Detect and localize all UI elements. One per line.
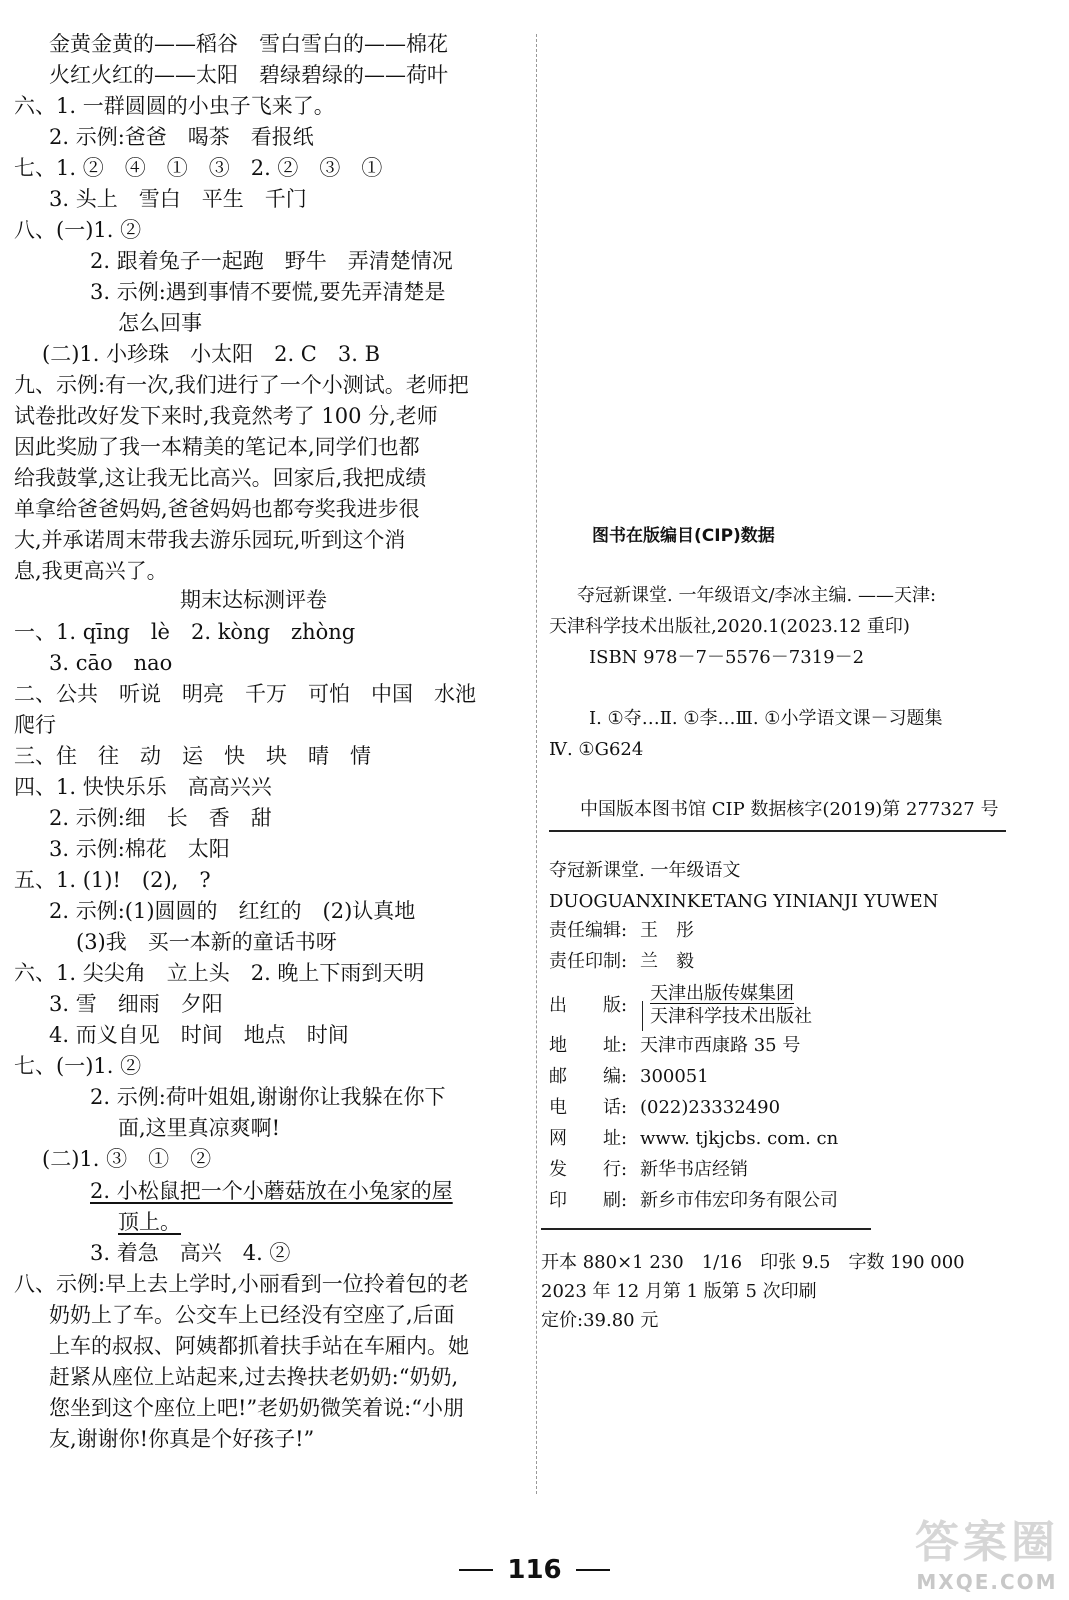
text-line: 3. 示例:棉花 太阳 <box>49 837 230 861</box>
section-heading: 九、示例:有一次,我们进行了一个小测试。老师把 <box>14 373 469 397</box>
text-line: 3. 头上 雪白 平生 千门 <box>49 187 307 211</box>
imprint-value: 新华书店经销 <box>640 1159 748 1180</box>
imprint-label: 邮 编: <box>549 1066 628 1087</box>
watermark-domain: MXQE.COM <box>916 1570 1058 1594</box>
imprint-label: 责任编辑: <box>549 920 628 941</box>
text-line: (3)我 买一本新的童话书呀 <box>76 930 337 954</box>
text-line: 3. 示例:遇到事情不要慌,要先弄清楚是 <box>90 280 446 304</box>
text-line: 奶奶上了车。公交车上已经没有空座了,后面 <box>49 1303 455 1327</box>
imprint-label: 电 话: <box>549 1097 628 1118</box>
text-line: 试卷批改好发下来时,我竟然考了 100 分,老师 <box>14 404 438 428</box>
cip-line: Ⅳ. ①G624 <box>549 739 644 760</box>
underlined-answer: 顶上。 <box>118 1210 181 1234</box>
section-heading: 二、公共 听说 明亮 千万 可怕 中国 水池 <box>14 682 476 706</box>
imprint-label: 出 版: <box>549 995 628 1016</box>
imprint-label: 发 行: <box>549 1159 628 1180</box>
text-line: 单拿给爸爸妈妈,爸爸妈妈也都夸奖我进步很 <box>14 497 420 521</box>
spec-line: 开本 880×1 230 1/16 印张 9.5 字数 190 000 <box>541 1252 965 1273</box>
book-title: 夺冠新课堂. 一年级语文 <box>549 860 741 881</box>
imprint-label: 责任印制: <box>549 951 628 972</box>
page-number-dash <box>576 1569 610 1571</box>
text-line: 爬行 <box>14 713 56 737</box>
section-heading: 七、(一)1. ② <box>14 1054 142 1078</box>
imprint-value: 天津出版传媒集团 <box>650 983 794 1004</box>
cip-heading: 图书在版编目(CIP)数据 <box>592 526 775 546</box>
text-line: 赶紧从座位上站起来,过去搀扶老奶奶:“奶奶, <box>49 1365 459 1389</box>
text-line: 2. 跟着兔子一起跑 野牛 弄清楚情况 <box>90 249 453 273</box>
imprint-value: 王 彤 <box>640 920 694 941</box>
cip-isbn: ISBN 978－7－5576－7319－2 <box>589 647 865 668</box>
cip-line: 夺冠新课堂. 一年级语文/李冰主编. ——天津: <box>577 585 937 606</box>
page-number <box>0 1555 1069 1585</box>
text-line: 3. 雪 细雨 夕阳 <box>49 992 223 1016</box>
section-heading: 八、示例:早上去上学时,小丽看到一位拎着包的老 <box>14 1272 469 1296</box>
watermark-text: 答案圈 <box>915 1517 1059 1568</box>
text-line: (二)1. 小珍珠 小太阳 2. C 3. B <box>42 342 381 366</box>
imprint-value: www. tjkjcbs. com. cn <box>640 1128 839 1149</box>
imprint-value: (022)23332490 <box>640 1097 781 1118</box>
text-line: 息,我更高兴了。 <box>14 559 168 583</box>
section-heading: 五、1. (1)! (2), ? <box>14 868 211 892</box>
text-line: 金黄金黄的——稻谷 雪白雪白的——棉花 <box>49 32 448 56</box>
price-line: 定价:39.80 元 <box>541 1310 659 1331</box>
imprint-label: 印 刷: <box>549 1190 628 1211</box>
imprint-label: 网 址: <box>549 1128 628 1149</box>
section-heading: 一、1. qīng lè 2. kòng zhòng <box>14 620 356 644</box>
exam-title: 期末达标测评卷 <box>180 588 327 612</box>
text-line: 您坐到这个座位上吧!”老奶奶微笑着说:“小朋 <box>49 1396 464 1420</box>
text-line: (二)1. ③ ① ② <box>42 1147 212 1171</box>
text-line: 大,并承诺周末带我去游乐园玩,听到这个消 <box>14 528 406 552</box>
imprint-label: 地 址: <box>549 1035 628 1056</box>
text-line: 因此奖励了我一本精美的笔记本,同学们也都 <box>14 435 420 459</box>
imprint-value: 天津市西康路 35 号 <box>640 1035 801 1056</box>
imprint-value: 新乡市伟宏印务有限公司 <box>640 1190 838 1211</box>
section-heading: 三、住 往 动 运 快 块 晴 情 <box>14 744 371 768</box>
text-line: 怎么回事 <box>118 311 202 335</box>
page-number-value: 116 <box>507 1555 562 1585</box>
site-watermark-logo <box>915 1506 1059 1594</box>
text-line: 面,这里真凉爽啊! <box>118 1116 281 1140</box>
section-heading: 六、1. 一群圆圆的小虫子飞来了。 <box>14 94 335 118</box>
cip-rule <box>549 830 1006 832</box>
text-line: 给我鼓掌,这让我无比高兴。回家后,我把成绩 <box>14 466 427 490</box>
imprint-value: 天津科学技术出版社 <box>650 1006 812 1027</box>
text-line: 上车的叔叔、阿姨都抓着扶手站在车厢内。她 <box>49 1334 469 1358</box>
imprint-rule <box>541 1228 871 1230</box>
book-pinyin-title: DUOGUANXINKETANG YINIANJI YUWEN <box>549 891 939 912</box>
text-line: 2. 示例:(1)圆圆的 红红的 (2)认真地 <box>49 899 416 923</box>
imprint-value: 300051 <box>640 1066 709 1087</box>
imprint-value: 兰 毅 <box>640 951 694 972</box>
section-heading: 六、1. 尖尖角 立上头 2. 晚上下雨到天明 <box>14 961 425 985</box>
cip-record-number: 中国版本图书馆 CIP 数据核字(2019)第 277327 号 <box>580 799 999 820</box>
section-heading: 七、1. ② ④ ① ③ 2. ② ③ ① <box>14 156 383 180</box>
text-line: 3. cāo nao <box>49 651 173 675</box>
text-line: 4. 而义自见 时间 地点 时间 <box>49 1023 349 1047</box>
section-heading: 八、(一)1. ② <box>14 218 142 242</box>
section-heading: 四、1. 快快乐乐 高高兴兴 <box>14 775 272 799</box>
cip-line: 天津科学技术出版社,2020.1(2023.12 重印) <box>549 616 910 637</box>
text-line: 2. 示例:细 长 香 甜 <box>49 806 272 830</box>
spec-line: 2023 年 12 月第 1 版第 5 次印刷 <box>541 1281 817 1302</box>
text-line: 火红火红的——太阳 碧绿碧绿的——荷叶 <box>49 63 448 87</box>
publisher-brace <box>642 1001 643 1031</box>
column-divider <box>536 34 537 1494</box>
page-number-dash <box>459 1569 493 1571</box>
text-line: 3. 着急 高兴 4. ② <box>90 1241 291 1265</box>
cip-line: Ⅰ. ①夺…Ⅱ. ①李…Ⅲ. ①小学语文课－习题集 <box>589 708 943 729</box>
underlined-answer: 2. 小松鼠把一个小蘑菇放在小兔家的屋 <box>90 1179 453 1203</box>
text-line: 友,谢谢你!你真是个好孩子!” <box>49 1427 315 1451</box>
text-line: 2. 示例:荷叶姐姐,谢谢你让我躲在你下 <box>90 1085 446 1109</box>
text-line: 2. 示例:爸爸 喝茶 看报纸 <box>49 125 314 149</box>
